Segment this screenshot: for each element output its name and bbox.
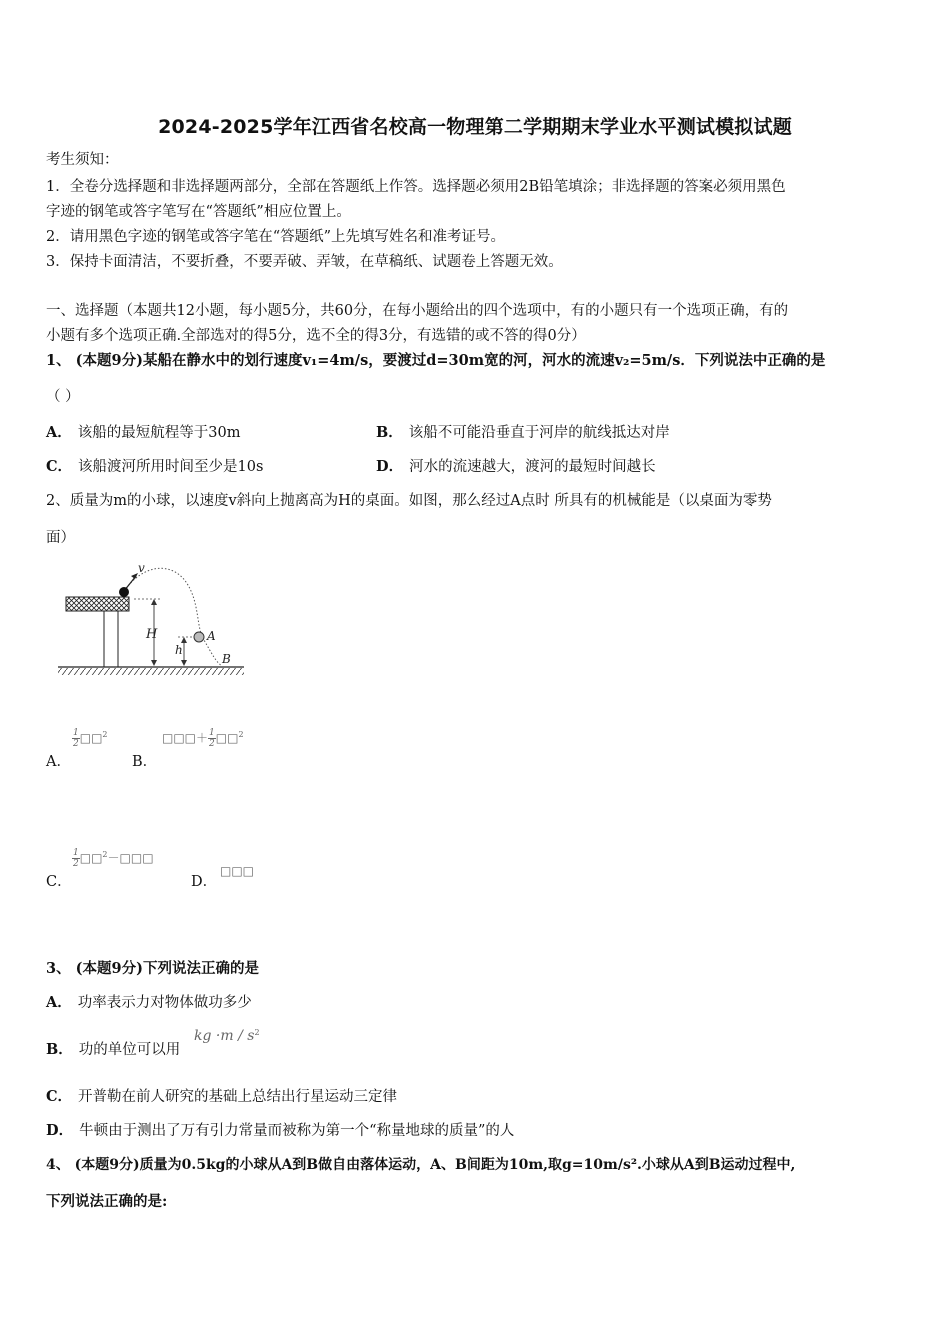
- q4-stem-line2: 下列说法正确的是:: [46, 1193, 168, 1210]
- q2-option-c-formula: $\frac{1}{2}$ □□$^2$－□□□: [73, 848, 154, 869]
- option-text: 开普勒在前人研究的基础上总结出行星运动三定律: [78, 1089, 398, 1105]
- q3-option-a[interactable]: [46, 993, 252, 1013]
- option-text: 该船不可能沿垂直于河岸的航线抵达对岸: [408, 425, 670, 441]
- option-text: 该船渡河所用时间至少是10s: [78, 459, 264, 475]
- option-label: D．: [376, 458, 404, 475]
- fraction: $\frac{1}{2}$: [73, 728, 79, 749]
- H-arrow-bottom: [151, 660, 157, 666]
- notice-item-1b: 字迹的钢笔或答字笔写在“答题纸”相应位置上。: [46, 204, 351, 220]
- q2-option-b-formula: □□□＋ $\frac{1}{2}$ □□$^2$: [162, 728, 244, 749]
- notice-item-2: 2．请用黑色字迹的钢笔或答字笔在“答题纸”上先填写姓名和准考证号。: [46, 229, 506, 245]
- option-label: C．: [46, 458, 73, 475]
- q2-option-a-label[interactable]: A．: [46, 754, 71, 770]
- q3-option-d[interactable]: [46, 1121, 514, 1141]
- q2-option-d-label[interactable]: D．: [191, 874, 218, 890]
- label-H: H: [146, 627, 158, 642]
- q3-unit-formula: kg $\cdot m / s^2$: [194, 1028, 260, 1044]
- option-label: A．: [46, 424, 72, 441]
- option-label: B．: [46, 1041, 73, 1058]
- option-label: C．: [46, 1088, 73, 1105]
- q3-stem: 3、 (本题9分)下列说法正确的是: [46, 960, 259, 977]
- label-h: h: [175, 643, 183, 657]
- notice-heading: 考生须知：: [46, 152, 119, 168]
- option-text: 河水的流速越大，渡河的最短时间越长: [409, 459, 656, 475]
- q2-option-c-label[interactable]: C．: [46, 874, 72, 890]
- option-text: 该船的最短航程等于30m: [77, 425, 241, 441]
- option-label: A．: [46, 994, 72, 1011]
- q2-option-b-label[interactable]: B．: [132, 754, 158, 770]
- notice-item-3: 3．保持卡面清洁，不要折叠，不要弄破、弄皱，在草稿纸、试题卷上答题无效。: [46, 254, 563, 270]
- projectile-figure: [54, 558, 250, 680]
- H-arrow-top: [151, 599, 157, 605]
- q2-option-d-formula: □□□: [220, 864, 255, 878]
- option-text: 牛顿由于测出了万有引力常量而被称为第一个“称量地球的质量”的人: [79, 1123, 515, 1139]
- q1-stem: 1、 (本题9分)某船在静水中的划行速度v₁=4m/s，要渡过d=30m宽的河，河水的流速v₂=5m/s．下列说法中正确的是: [46, 352, 826, 369]
- h-arrow-bottom: [181, 660, 187, 666]
- page-title: 2024-2025学年江西省名校高一物理第二学期期末学业水平测试模拟试题: [158, 116, 792, 138]
- velocity-arrowhead: [131, 573, 138, 579]
- q3-option-c[interactable]: [46, 1087, 397, 1107]
- option-label: B．: [376, 424, 403, 441]
- notice-item-1a: 1．全卷分选择题和非选择题两部分，全部在答题纸上作答。选择题必须用2B铅笔填涂；非选择题的答案必须用黑色: [46, 179, 786, 195]
- option-text: 功的单位可以用: [78, 1042, 181, 1058]
- fraction: $\frac{1}{2}$: [73, 848, 79, 869]
- label-B: B: [222, 652, 231, 666]
- q1-blank: （ ）: [46, 389, 80, 405]
- q2-stem-line2: 面）: [46, 530, 75, 546]
- q2-stem-line1: 2、质量为m的小球，以速度v斜向上抛离高为H的桌面。如图，那么经过A点时 所具有的机械能是（以桌面为零势: [46, 493, 772, 509]
- q4-stem-line1: 4、 (本题9分)质量为0.5kg的小球从A到B做自由落体运动，A、B间距为10m,取g=10m/s².小球从A到B运动过程中,: [46, 1157, 796, 1173]
- section-heading-line2: 小题有多个选项正确.全部选对的得5分，选不全的得3分，有选错的或不答的得0分）: [46, 328, 586, 344]
- q1-option-a[interactable]: [46, 423, 240, 443]
- q1-option-d[interactable]: [376, 457, 656, 477]
- q3-option-b[interactable]: [46, 1040, 180, 1060]
- ground-hatch: [58, 668, 244, 675]
- ball-A: [194, 632, 204, 642]
- ball-launch: [119, 587, 129, 597]
- q2-option-a-formula: $\frac{1}{2}$ □□$^2$: [73, 728, 108, 749]
- table-leg: [104, 611, 118, 667]
- label-A: A: [207, 629, 216, 643]
- q1-option-c[interactable]: [46, 457, 263, 477]
- trajectory-curve: [124, 568, 222, 666]
- option-label: D．: [46, 1122, 74, 1139]
- fraction: $\frac{1}{2}$: [209, 728, 215, 749]
- section-heading-line1: 一、选择题（本题共12小题，每小题5分，共60分，在每小题给出的四个选项中，有的小题只有一个选项正确，有的: [46, 303, 789, 319]
- option-text: 功率表示力对物体做功多少: [77, 995, 252, 1011]
- q1-option-b[interactable]: [376, 423, 670, 443]
- table-top: [66, 597, 129, 611]
- label-v: v: [138, 561, 145, 575]
